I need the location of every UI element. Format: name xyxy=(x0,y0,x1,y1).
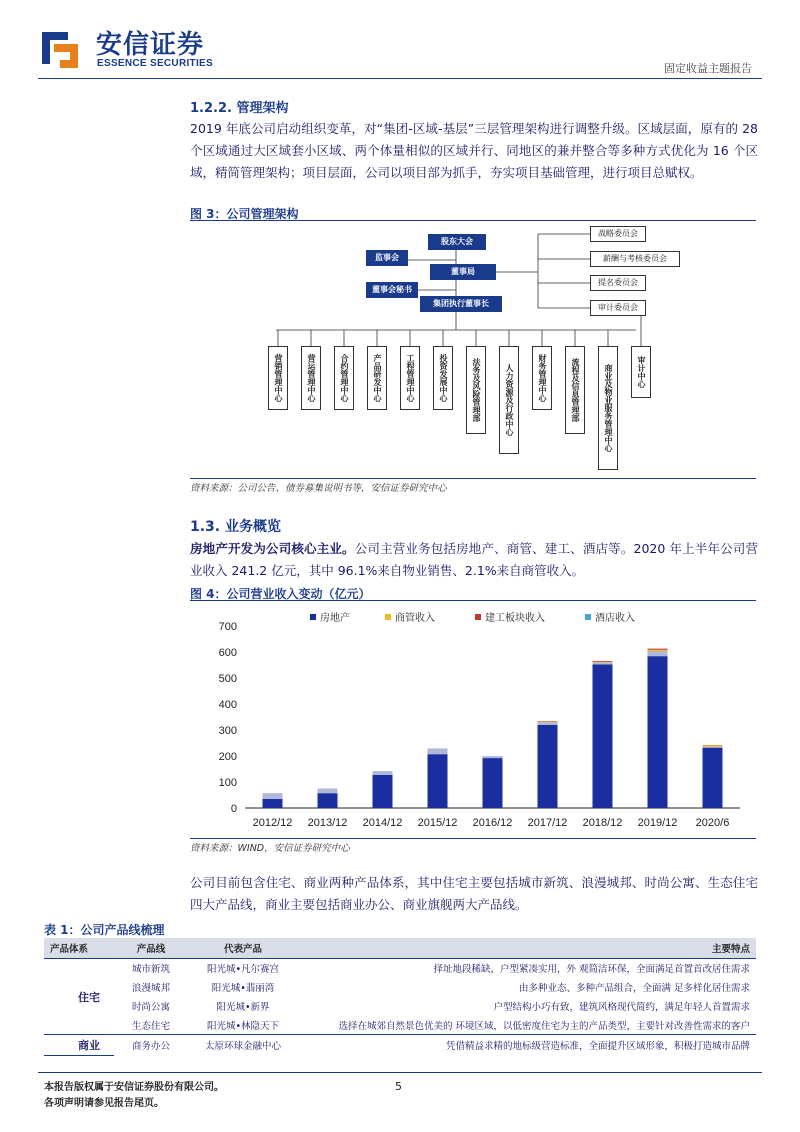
cell-line: 生态住宅 xyxy=(131,1020,170,1032)
footer-line1: 本报告版权属于安信证券股份有限公司。 xyxy=(44,1082,224,1093)
cell-product: 阳光城•翡丽湾 xyxy=(211,983,275,994)
legend-label: 建工板块收入 xyxy=(485,613,545,624)
figure3-source: 资料来源：公司公告、债券募集说明书等，安信证券研究中心 xyxy=(190,483,447,494)
table-row xyxy=(44,978,756,997)
bar-segment xyxy=(318,789,338,794)
table-header-feature: 主要特点 xyxy=(298,938,756,959)
bar-segment xyxy=(538,722,558,725)
legend-swatch xyxy=(585,614,591,620)
cell-feature: 由多种业态、多种产品组合，全面满 足多样化居住需求 xyxy=(518,983,750,994)
x-tick-label: 2013/12 xyxy=(307,817,348,829)
table-row xyxy=(44,959,756,978)
x-tick-label: 2014/12 xyxy=(362,817,403,829)
cell-line: 城市新筑 xyxy=(131,964,170,976)
center-box: 投资发展中心 xyxy=(433,346,453,410)
center-box: 财务管理中心 xyxy=(532,346,552,410)
table-header-line: 产品线 xyxy=(114,938,188,959)
bar-segment xyxy=(263,793,283,799)
product-system-cell: 商业 xyxy=(44,1035,114,1056)
logo-cn: 安信证券 xyxy=(96,30,205,60)
legend-label: 房地产 xyxy=(320,613,350,624)
bar-segment xyxy=(538,725,558,808)
bar-segment xyxy=(428,748,448,754)
bar-segment xyxy=(428,754,448,808)
x-tick-label: 2016/12 xyxy=(472,817,513,829)
table-header-product: 代表产品 xyxy=(188,938,298,959)
bar-segment xyxy=(703,748,723,808)
bar-segment xyxy=(538,722,558,723)
cell-line: 时尚公寓 xyxy=(131,1002,170,1013)
cell-product: 阳光城•凡尔赛宫 xyxy=(206,964,280,976)
cell-feature: 择址地段稀缺，户型紧凑实用，外 观简洁环保，全面满足首置首改居住需求 xyxy=(433,964,750,976)
y-tick-label: 100 xyxy=(218,777,237,789)
center-box: 流程及信息管理部 xyxy=(565,346,585,434)
bar-segment xyxy=(373,771,393,775)
legend-swatch xyxy=(475,614,481,620)
bar-segment xyxy=(703,745,723,746)
org-executive: 集团执行董事长 xyxy=(420,296,502,312)
committee-box: 薪酬与考核委员会 xyxy=(590,251,680,267)
legend-swatch xyxy=(310,614,316,620)
x-tick-label: 2020/6 xyxy=(695,817,730,829)
cell-feature: 户型结构小巧有致，建筑风格现代简约，满足年轻人首置需求 xyxy=(493,1002,750,1013)
y-tick-label: 500 xyxy=(218,673,237,685)
bar-segment xyxy=(593,662,613,663)
bar-segment xyxy=(263,799,283,808)
cell-product: 太原环球金融中心 xyxy=(204,1041,281,1053)
org-secretary: 董事会秘书 xyxy=(366,282,418,298)
revenue-chart xyxy=(190,604,756,836)
table-header-system: 产品体系 xyxy=(44,938,114,959)
y-tick-label: 700 xyxy=(218,621,237,633)
footer-divider xyxy=(38,1072,762,1073)
bar-segment xyxy=(703,747,723,748)
paragraph-products: 公司目前包含住宅、商业两种产品体系，其中住宅主要包括城市新筑、浪漫城邦、时尚公寓、生态住宅四大产品线，商业主要包括商业办公、商业旗舰两大产品线。 xyxy=(190,875,758,912)
cell-feature: 凭借精益求精的地标级营造标准，全面提升区域形象，积极打造城市品牌 xyxy=(445,1041,750,1053)
bar-segment xyxy=(593,664,613,808)
y-tick-label: 300 xyxy=(218,725,237,737)
essence-logo-icon xyxy=(38,26,82,70)
paragraph-management: 2019 年底公司启动组织变革，对“集团-区域-基层”三层管理架构进行调整升级。区域层面，原有的 28 个区域通过大区域套小区域、两个体量相似的区域并行、同地区的兼并整合等多种方式优化为 16 个区域，精简管理架构；项目层面，公司以项目部为抓手，夯实项目基础管理，进行项目总赋权。 xyxy=(190,121,758,180)
bar-segment xyxy=(483,756,503,758)
org-chart xyxy=(190,222,756,478)
center-box: 产品研发中心 xyxy=(367,346,387,410)
legend-label: 商管收入 xyxy=(395,613,435,624)
x-tick-label: 2015/12 xyxy=(417,817,458,829)
logo-en: ESSENCE SECURITIES xyxy=(97,58,213,69)
bar-segment xyxy=(538,721,558,722)
business-lead: 房地产开发为公司核心主业。 xyxy=(190,541,355,556)
center-box: 营运管理中心 xyxy=(301,346,321,410)
bar-segment xyxy=(648,650,668,651)
bar-segment xyxy=(483,758,503,808)
bar-segment xyxy=(373,775,393,808)
org-board: 董事局 xyxy=(430,264,496,280)
business-text: 公司主营业务包括房地产、商管、建工、酒店等。2020 年上半年公司营业收入 241.2 亿元，其中 96.1%来自物业销售、2.1%来自商管收入。 xyxy=(190,541,758,578)
center-box: 营销管理中心 xyxy=(268,346,288,410)
org-supervisors: 监事会 xyxy=(366,250,408,266)
legend-label: 酒店收入 xyxy=(595,613,635,624)
center-box: 人力资源及行政中心 xyxy=(499,346,519,454)
y-tick-label: 400 xyxy=(218,699,237,711)
cell-product: 阳光城•新界 xyxy=(216,1002,270,1013)
center-box: 工程管理中心 xyxy=(400,346,420,410)
table1-title: 表 1：公司产品线梳理 xyxy=(44,923,165,937)
cell-line: 商务办公 xyxy=(131,1041,170,1053)
x-tick-label: 2012/12 xyxy=(252,817,293,829)
cell-line: 浪漫城邦 xyxy=(131,983,170,994)
cell-product: 阳光城•林隐天下 xyxy=(206,1020,280,1032)
page-number: 5 xyxy=(395,1080,402,1093)
section-title-management: 1.2.2. 管理架构 xyxy=(190,101,289,116)
figure4-top-rule xyxy=(190,600,756,601)
bar-segment xyxy=(593,661,613,662)
bar-segment xyxy=(648,649,668,650)
figure3-title: 图 3：公司管理架构 xyxy=(190,207,299,221)
center-box: 法务及风险管理部 xyxy=(466,346,486,434)
figure4-source: 资料来源：WIND，安信证券研究中心 xyxy=(190,843,350,854)
table-row xyxy=(44,1035,756,1056)
footer-line2: 各项声明请参见报告尾页。 xyxy=(44,1098,164,1109)
table-row xyxy=(44,1016,756,1035)
x-tick-label: 2017/12 xyxy=(527,817,568,829)
paragraph-business xyxy=(190,538,758,582)
committee-box: 提名委员会 xyxy=(590,275,646,291)
committee-box: 审计委员会 xyxy=(590,300,646,316)
figure3-top-rule xyxy=(190,220,756,221)
committee-box: 战略委员会 xyxy=(590,226,646,242)
figure3-bottom-rule xyxy=(190,478,756,479)
figure4-bottom-rule xyxy=(190,838,756,839)
bar-segment xyxy=(648,651,668,656)
bar-segment xyxy=(318,793,338,808)
y-tick-label: 200 xyxy=(218,751,237,763)
center-box: 商业及物业服务管理中心 xyxy=(598,346,618,470)
y-tick-label: 0 xyxy=(230,803,237,815)
x-tick-label: 2019/12 xyxy=(637,817,678,829)
bar-segment xyxy=(593,662,613,664)
section-title-business: 1.3. 业务概览 xyxy=(190,519,281,535)
table-row xyxy=(44,997,756,1016)
product-system-cell: 住宅 xyxy=(78,990,100,1004)
legend-swatch xyxy=(385,614,391,620)
center-box: 合约管理中心 xyxy=(334,346,354,410)
y-tick-label: 600 xyxy=(218,647,237,659)
org-shareholders: 股东大会 xyxy=(428,234,486,250)
product-line-table xyxy=(44,938,756,1056)
x-tick-label: 2018/12 xyxy=(582,817,623,829)
header-divider xyxy=(38,78,762,79)
report-type: 固定收益主题报告 xyxy=(664,62,752,75)
bar-segment xyxy=(648,656,668,808)
cell-feature: 选择在城郊自然景色优美的 环境区域，以低密度住宅为主的产品类型，主要针对改善性需求的客户 xyxy=(338,1020,750,1032)
figure4-title: 图 4：公司营业收入变动（亿元） xyxy=(190,587,371,601)
footer-disclaimer xyxy=(44,1080,224,1112)
center-box: 审计中心 xyxy=(631,346,651,398)
